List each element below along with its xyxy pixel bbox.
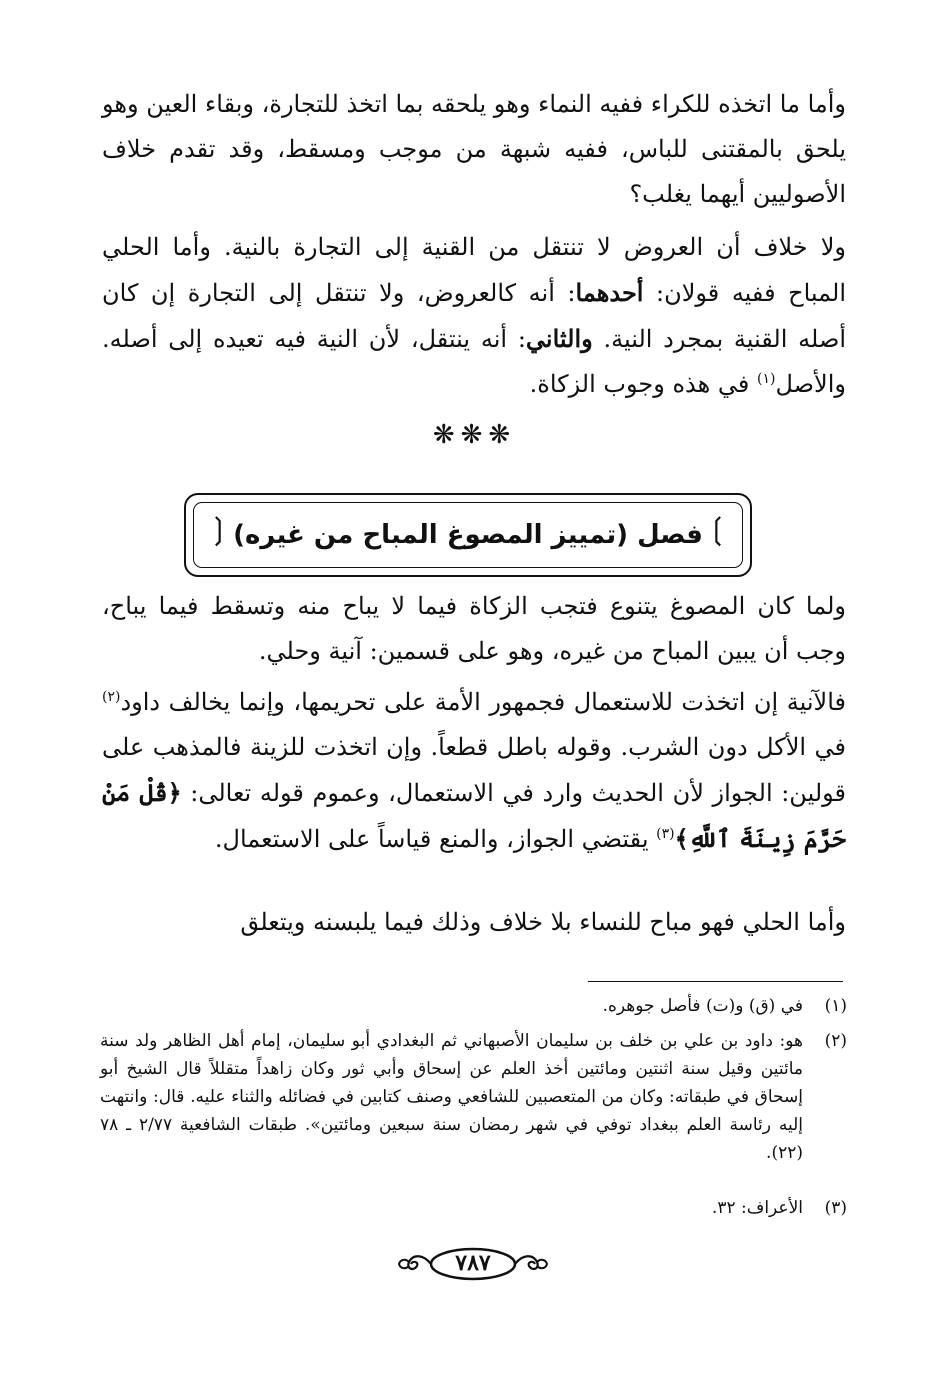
footnote-text: الأعراف: ٣٢. [711, 1198, 803, 1218]
quran-quote: ﴿قُلْ مَنْ حَرَّمَ زِينَةَ ٱللَّهِ﴾ [102, 778, 846, 853]
footnote-divider [588, 981, 843, 982]
footnote-1 [100, 992, 847, 1020]
paragraph-jewelry-women [102, 900, 846, 945]
paragraph-vessels [102, 680, 846, 862]
footnote-text: في (ق) و(ت) فأصل جوهره. [602, 996, 803, 1016]
paragraph-rented-items [102, 82, 846, 217]
paragraph-crafted-gold [102, 584, 846, 674]
footnote-2 [100, 1027, 847, 1167]
section-heading-frame [184, 493, 752, 577]
footnote-ref-3[interactable]: (٣) [656, 826, 675, 842]
footnote-3 [100, 1194, 847, 1222]
footnote-ref-1[interactable]: (١) [757, 371, 776, 387]
page-number: ٧٨٧ [455, 1250, 491, 1276]
footnote-number: (٣) [824, 1198, 847, 1218]
paragraph-text: وأما ما اتخذه للكراء ففيه النماء وهو يلحقه بما اتخذ للتجارة، وبقاء العين وهو يلحق بالمقتنى للباس، ففيه شبهة من موجب ومسقط، وقد تقدم خلاف الأصوليين أيهما يغلب؟ [102, 90, 846, 208]
paragraph-text: : أنه كالعروض، ولا تنتقل إلى التجارة إن كان أصله القنية بمجرد النية. [102, 279, 846, 353]
footnote-text: هو: داود بن علي بن خلف بن سليمان الأصبهاني ثم البغدادي أبو سليمان، إمام أهل الظاهر ولد سنة مائتين وقيل سنة اثنتين ومائتين أخذ العلم عن إسحاق وأبي ثور وكان زاهداً متقللاً قال الشيخ أبو إسحاق في طبقاته: وكان من المتعصبين للشافعي وصنف كتابين في فضائله والثناء عليه. قال: وانتهت إليه رئاسة العلم ببغداد توفي في شهر رمضان سنة سبعين ومائتين». طبقات الشافعية ٢/٧٧ ـ ٧٨ (٢٢). [100, 1031, 803, 1163]
footnote-ref-2[interactable]: (٢) [102, 689, 121, 705]
paragraph-jewelry-intention [102, 225, 846, 407]
bracket-ornament-right-icon: ❳ [704, 512, 730, 547]
paragraph-text: فالآنية إن اتخذت للاستعمال فجمهور الأمة على تحريمها، وإنما يخالف داود [120, 688, 846, 716]
page-number-badge [397, 1244, 549, 1284]
footnote-number: (٢) [824, 1031, 847, 1051]
paragraph-text: : أنه ينتقل، لأن النية فيه تعيده إلى أصله. والأصل [102, 325, 846, 398]
paragraph-text: في هذه وجوب الزكاة. [529, 370, 758, 398]
paragraph-text: يقتضي الجواز، والمنع قياساً على الاستعمال. [214, 825, 657, 853]
paragraph-text: ولا خلاف أن العروض لا تنتقل من القنية إلى التجارة بالنية. وأما الحلي المباح ففيه قولان: [102, 233, 846, 307]
footnote-number: (١) [824, 996, 847, 1016]
bold-term-first: أحدهما [575, 278, 644, 307]
paragraph-text: في الأكل دون الشرب. وقوله باطل قطعاً. وإن اتخذت للزينة فالمذهب على قولين: الجواز لأن الحديث وارد في الاستعمال، وعموم قوله تعالى: [102, 733, 847, 807]
section-title: فصل (تمييز المصوغ المباح من غيره) [233, 520, 703, 550]
bracket-ornament-left-icon: ❲ [206, 512, 232, 547]
bold-term-second: والثاني [525, 324, 593, 353]
paragraph-text: وأما الحلي فهو مباح للنساء بلا خلاف وذلك فيما يلبسنه ويتعلق [240, 908, 846, 936]
section-separator-stars: ❋❋❋ [432, 420, 517, 450]
paragraph-text: ولما كان المصوغ يتنوع فتجب الزكاة فيما لا يباح منه وتسقط فيما يباح، وجب أن يبين المباح من غيره، وهو على قسمين: آنية وحلي. [102, 592, 846, 665]
